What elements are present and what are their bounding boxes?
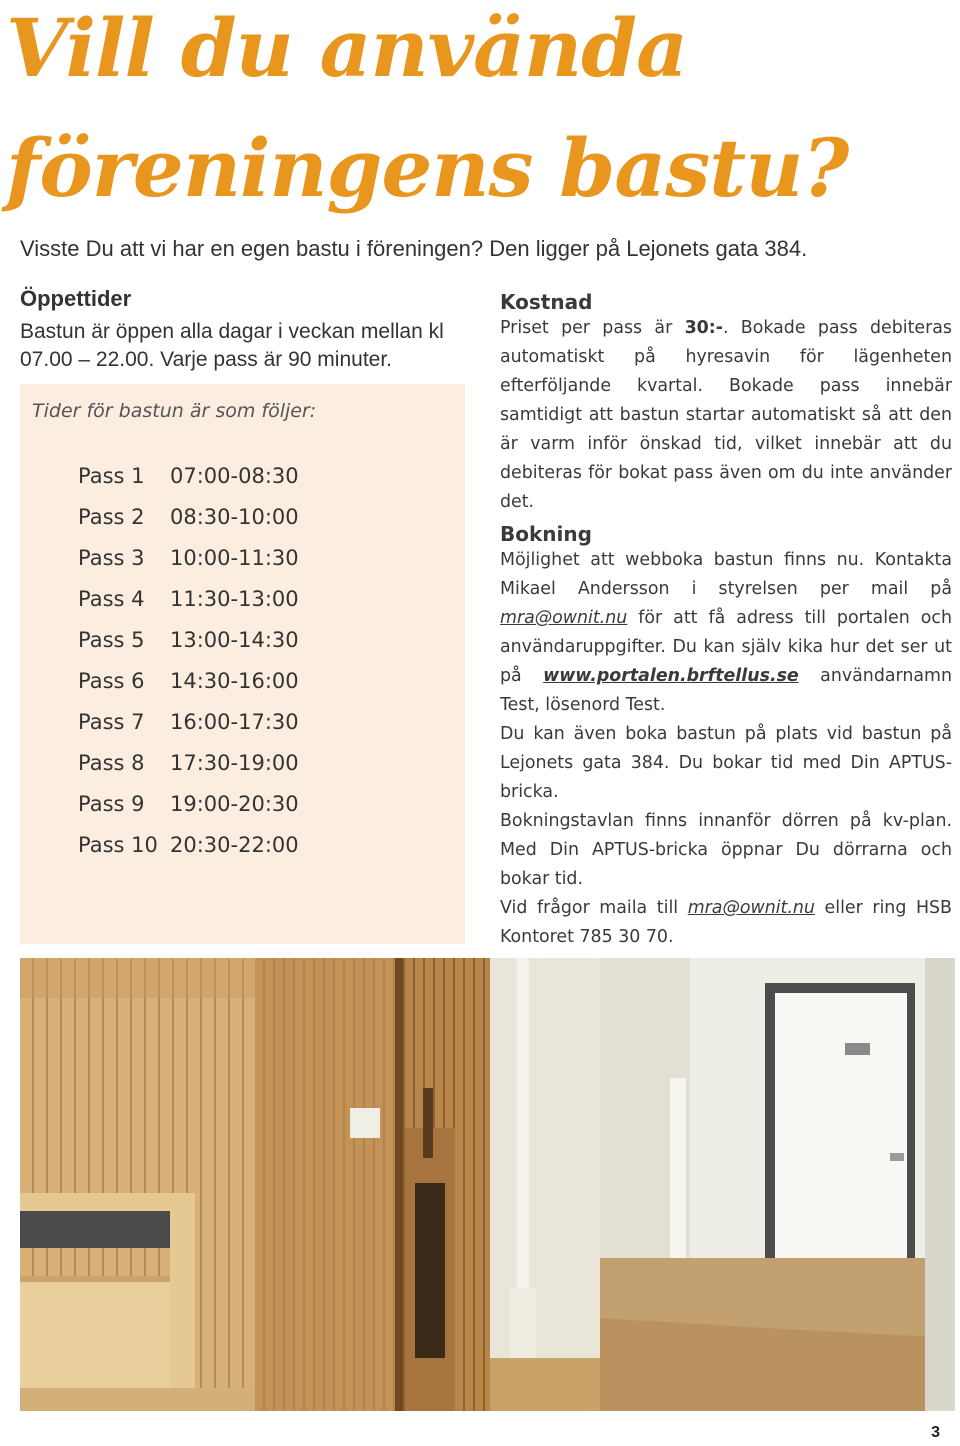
schedule-box	[20, 384, 465, 944]
email-link[interactable]: mra@ownit.nu	[687, 898, 815, 918]
booking-text-part: för att få adress till portalen och användaruppgifter. Du kan själv kika hur det ser ut på	[500, 608, 952, 686]
schedule-row	[78, 710, 299, 734]
booking-paragraph-3: Bokningstavlan finns innanför dörren på kv-plan. Med Din APTUS-bricka öppnar Du dörrarna och bokar tid.	[500, 811, 952, 889]
schedule-time: 11:30-13:00	[170, 587, 299, 611]
schedule-pass-label: Pass 5	[78, 628, 145, 652]
cost-section	[500, 290, 952, 517]
page-title-line-2: föreningens bastu?	[6, 121, 849, 215]
booking-paragraph-1	[500, 546, 952, 720]
schedule-pass-label: Pass 1	[78, 464, 145, 488]
schedule-time: 08:30-10:00	[170, 505, 299, 529]
booking-paragraph-4	[500, 894, 952, 952]
sauna-interior-photo	[20, 958, 255, 1411]
photo-strip	[20, 958, 955, 1411]
schedule-time: 14:30-16:00	[170, 669, 299, 693]
schedule-pass-label: Pass 4	[78, 587, 145, 611]
schedule-time: 17:30-19:00	[170, 751, 299, 775]
schedule-pass-label: Pass 6	[78, 669, 145, 693]
schedule-time: 20:30-22:00	[170, 833, 299, 857]
cost-text	[500, 314, 952, 517]
booking-paragraph-2: Du kan även boka bastun på plats vid bastun på Lejonets gata 384. Du bokar tid med Din APTUS-bricka.	[500, 724, 952, 802]
sauna-wall-photo	[255, 958, 600, 1411]
schedule-row	[78, 505, 299, 529]
email-link[interactable]: mra@ownit.nu	[500, 608, 628, 628]
schedule-pass-label: Pass 2	[78, 505, 145, 529]
booking-section	[500, 522, 952, 952]
schedule-time: 19:00-20:30	[170, 792, 299, 816]
schedule-time: 16:00-17:30	[170, 710, 299, 734]
schedule-time: 13:00-14:30	[170, 628, 299, 652]
price: 30:-	[684, 318, 723, 338]
booking-text-part: Möjlighet att webboka bastun finns nu. Kontakta Mikael Andersson i styrelsen per mail på	[500, 550, 952, 599]
schedule-pass-label: Pass 9	[78, 792, 145, 816]
opening-hours-heading: Öppettider	[20, 286, 132, 311]
sauna-door-photo	[600, 958, 955, 1411]
opening-hours-text: Bastun är öppen alla dagar i veckan mellan kl 07.00 – 22.00. Varje pass är 90 minuter.	[20, 320, 444, 371]
schedule-time: 10:00-11:30	[170, 546, 299, 570]
cost-text-part: . Bokade pass debiteras automatiskt på hyresavin för lägenheten efterföljande kvartal. Bokade pass innebär samtidigt att bastun startar automatiskt så att den är varm inför önskad tid, vilket innebär att du debiteras för bokat pass även om du inte använder det.	[500, 318, 952, 512]
booking-heading: Bokning	[500, 522, 592, 546]
schedule-pass-label: Pass 7	[78, 710, 145, 734]
schedule-row	[78, 792, 299, 816]
page-title-line-1: Vill du använda	[6, 1, 687, 95]
booking-text-part: eller ring HSB Kontoret 785 30 70.	[500, 898, 952, 947]
schedule-row	[78, 546, 299, 570]
schedule-row	[78, 751, 299, 775]
cost-text-part: Priset per pass är	[500, 318, 685, 338]
booking-text-part: användarnamn Test, lösenord Test.	[500, 666, 952, 715]
schedule-pass-label: Pass 3	[78, 546, 145, 570]
schedule-row	[78, 587, 299, 611]
schedule-row	[78, 464, 299, 488]
booking-text-part: Vid frågor maila till	[500, 898, 688, 918]
schedule-pass-label: Pass 10	[78, 833, 158, 857]
page-number: 3	[931, 1424, 940, 1441]
schedule-row	[78, 669, 299, 693]
portal-link[interactable]: www.portalen.brftellus.se	[543, 666, 799, 686]
schedule-row	[78, 833, 299, 857]
schedule-time: 07:00-08:30	[170, 464, 299, 488]
schedule-pass-label: Pass 8	[78, 751, 145, 775]
intro-text: Visste Du att vi har en egen bastu i föreningen? Den ligger på Lejonets gata 384.	[20, 236, 808, 261]
cost-heading: Kostnad	[500, 290, 593, 314]
schedule-heading: Tider för bastun är som följer:	[32, 400, 317, 422]
schedule-row	[78, 628, 299, 652]
